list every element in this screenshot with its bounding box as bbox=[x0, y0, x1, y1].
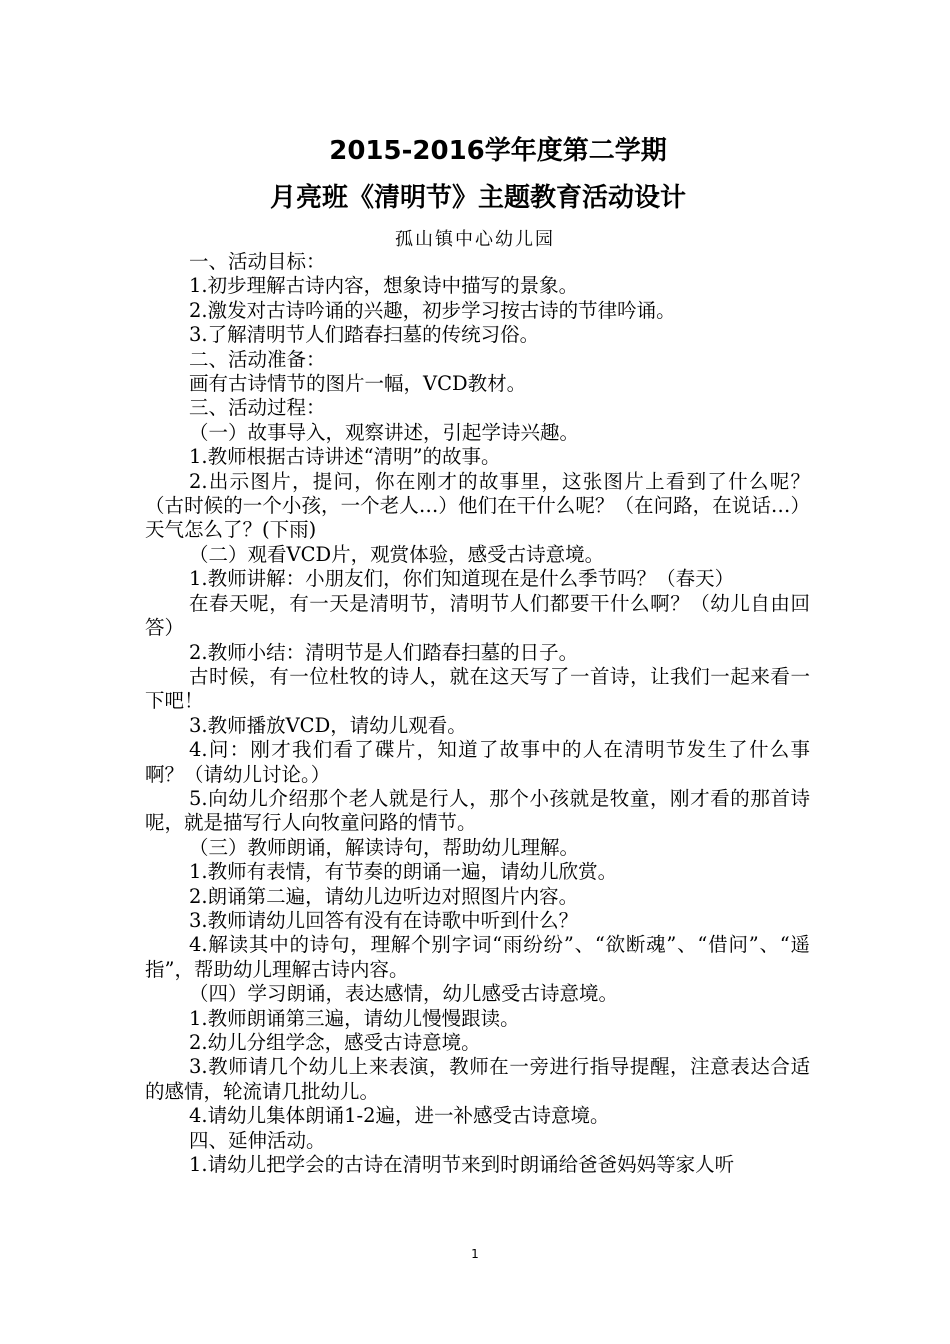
paragraph: 在春天呢，有一天是清明节，清明节人们都要干什么啊？（幼儿自由回答） bbox=[145, 591, 810, 640]
paragraph: 1.教师根据古诗讲述“清明”的故事。 bbox=[189, 445, 501, 469]
paragraph: 1.教师讲解：小朋友们，你们知道现在是什么季节吗？（春天） bbox=[189, 567, 735, 591]
paragraph: 4.解读其中的诗句，理解个别字词“雨纷纷”、“欲断魂”、“借问”、“遥指”，帮助幼儿理解古诗内容。 bbox=[145, 933, 810, 981]
paragraph: 5.向幼儿介绍那个老人就是行人，那个小孩就是牧童，刚才看的那首诗呢，就是描写行人向牧童问路的情节。 bbox=[145, 786, 810, 835]
document-title-line2: 月亮班《清明节》主题教育活动设计 bbox=[269, 183, 686, 213]
paragraph: 1.请幼儿把学会的古诗在清明节来到时朗诵给爸爸妈妈等家人听 bbox=[189, 1153, 735, 1177]
paragraph: 3.了解清明节人们踏春扫墓的传统习俗。 bbox=[189, 323, 540, 347]
page-number: 1 bbox=[471, 1247, 479, 1261]
paragraph: 2.教师小结：清明节是人们踏春扫墓的日子。 bbox=[189, 640, 579, 664]
paragraph: （三）教师朗诵，解读诗句，帮助幼儿理解。 bbox=[189, 835, 580, 859]
paragraph: 画有古诗情节的图片一幅，VCD教材。 bbox=[189, 372, 527, 396]
paragraph: 二、活动准备： bbox=[189, 347, 326, 371]
paragraph: 四、延伸活动。 bbox=[189, 1128, 326, 1152]
paragraph: 3.教师请几个幼儿上来表演，教师在一旁进行指导提醒，注意表达合适的感情，轮流请几批幼儿。 bbox=[145, 1055, 810, 1103]
paragraph: 三、活动过程： bbox=[189, 396, 326, 420]
paragraph: （一）故事导入，观察讲述，引起学诗兴趣。 bbox=[189, 420, 580, 444]
document-subtitle: 孤山镇中心幼儿园 bbox=[395, 229, 555, 250]
paragraph: 1.教师朗诵第三遍，请幼儿慢慢跟读。 bbox=[189, 1006, 520, 1030]
paragraph: 古时候，有一位杜牧的诗人，就在这天写了一首诗，让我们一起来看一下吧！ bbox=[145, 664, 810, 713]
paragraph: 一、活动目标： bbox=[189, 250, 326, 273]
paragraph: 4.问：刚才我们看了碟片，知道了故事中的人在清明节发生了什么事啊？（请幼儿讨论。） bbox=[145, 738, 810, 786]
paragraph: （二）观看VCD片，观赏体验，感受古诗意境。 bbox=[189, 542, 605, 566]
document-title-line1: 2015-2016学年度第二学期 bbox=[329, 136, 667, 166]
paragraph: 4.请幼儿集体朗诵1-2遍，进一补感受古诗意境。 bbox=[189, 1104, 610, 1128]
paragraph: 3.教师请幼儿回答有没有在诗歌中听到什么？ bbox=[189, 908, 579, 932]
paragraph: （四）学习朗诵，表达感情，幼儿感受古诗意境。 bbox=[189, 982, 619, 1006]
paragraph: 2.激发对古诗吟诵的兴趣，初步学习按古诗的节律吟诵。 bbox=[189, 298, 676, 322]
paragraph: 2.朗诵第二遍，请幼儿边听边对照图片内容。 bbox=[189, 884, 579, 908]
paragraph: 2.幼儿分组学念，感受古诗意境。 bbox=[189, 1031, 481, 1054]
paragraph: 1.初步理解古诗内容，想象诗中描写的景象。 bbox=[189, 274, 579, 298]
paragraph: 1.教师有表情，有节奏的朗诵一遍，请幼儿欣赏。 bbox=[189, 860, 618, 884]
paragraph: 3.教师播放VCD，请幼儿观看。 bbox=[189, 713, 467, 737]
paragraph: 2.出示图片，提问，你在刚才的故事里，这张图片上看到了什么呢？（古时候的一个小孩，一个老人…）他们在干什么呢？（在问路，在说话…）天气怎么了？(下雨) bbox=[145, 469, 810, 542]
document-body bbox=[145, 250, 810, 1177]
